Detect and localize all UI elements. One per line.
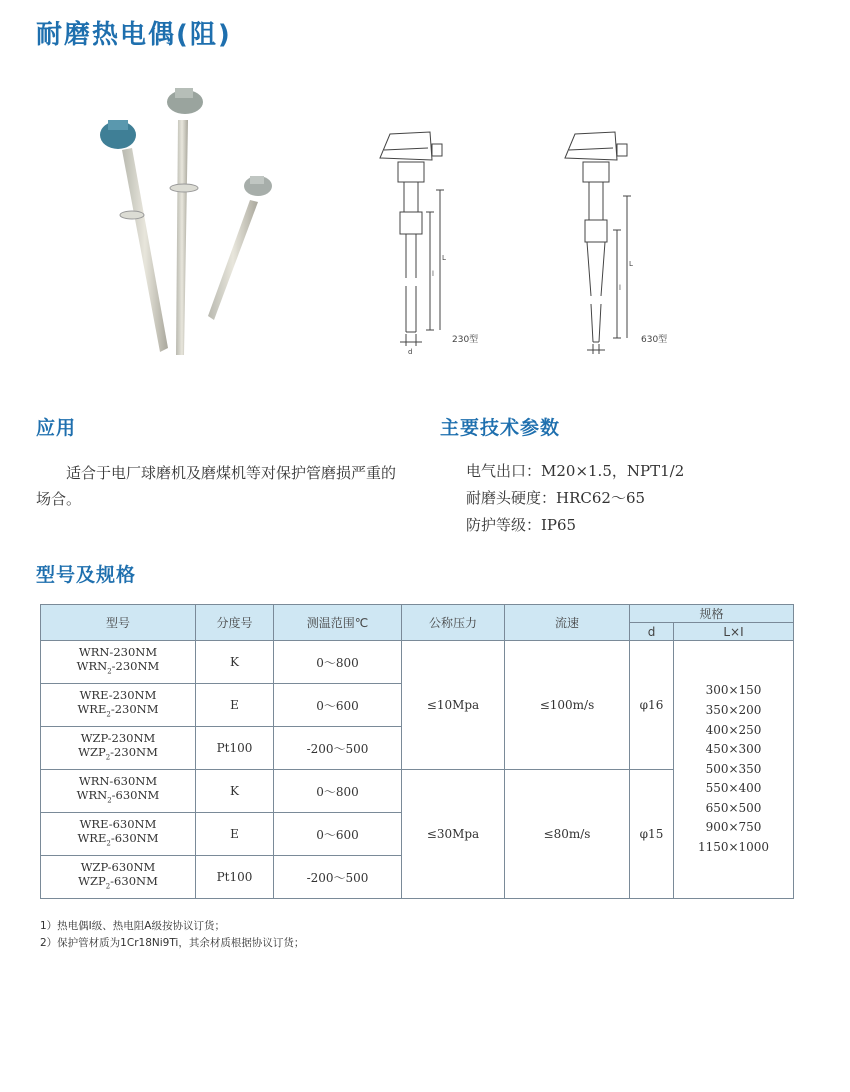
tech-params-list (466, 458, 684, 539)
col-header-d: d (630, 623, 674, 641)
drawing-630-label: 630型 (641, 335, 668, 345)
thermocouple-blue-head (100, 120, 168, 352)
range-cell: 0～600 (274, 813, 402, 856)
application-text: 适合于电厂球磨机及磨煤机等对保护管磨损严重的场合。 (36, 464, 397, 508)
drawing-630 (555, 120, 695, 360)
product-photo (90, 80, 310, 370)
dim-L-label: L (442, 254, 446, 262)
col-header-flow: 流速 (505, 605, 630, 641)
col-header-pressure: 公称压力 (402, 605, 505, 641)
dim-l-label: l (432, 270, 434, 278)
grade-cell: K (196, 770, 274, 813)
col-header-grade: 分度号 (196, 605, 274, 641)
model-cell: WRE-230NM $WRE_2-230NM$ (41, 684, 196, 727)
lxi-cell: 300×150 350×200 400×250 450×300 500×350 550×400 650×500 900×750 1150×1000 (674, 641, 794, 899)
thermocouple-small-head (208, 176, 272, 320)
col-header-range: 测温范围℃ (274, 605, 402, 641)
pressure-cell: ≤30Mpa (402, 770, 505, 899)
model-cell: WRE-630NM $WRE_2-630NM$ (41, 813, 196, 856)
dim-L-label: L (629, 260, 633, 268)
range-cell: 0～800 (274, 641, 402, 684)
application-heading: 应用 (36, 417, 77, 439)
spec-hardness: 耐磨头硬度：HRC62～65 (466, 489, 646, 507)
range-cell: -200～500 (274, 856, 402, 899)
model-cell: WZP-230NM $WZP_2-230NM$ (41, 727, 196, 770)
drawing-230-label: 230型 (452, 335, 479, 345)
flow-cell: ≤100m/s (505, 641, 630, 770)
table-row (41, 641, 794, 684)
page-title: 耐磨热电偶(阻) (36, 20, 232, 50)
range-cell: 0～800 (274, 770, 402, 813)
d-cell: φ16 (630, 641, 674, 770)
col-header-model: 型号 (41, 605, 196, 641)
range-cell: 0～600 (274, 684, 402, 727)
spec-protection: 防护等级：IP65 (466, 516, 577, 534)
model-cell: WZP-630NM $WZP_2-630NM$ (41, 856, 196, 899)
col-header-spec: 规格 (630, 605, 794, 623)
col-header-lxi: L×I (674, 623, 794, 641)
footnotes (40, 918, 304, 952)
models-heading: 型号及规格 (36, 564, 137, 586)
dim-l-label: l (619, 284, 621, 292)
d-cell: φ15 (630, 770, 674, 899)
grade-cell: E (196, 813, 274, 856)
model-cell: WRN-630NM $WRN_2-630NM$ (41, 770, 196, 813)
grade-cell: K (196, 641, 274, 684)
flow-cell: ≤80m/s (505, 770, 630, 899)
pressure-cell: ≤10Mpa (402, 641, 505, 770)
spec-table (40, 604, 794, 899)
spec-electrical-outlet: 电气出口：M20×1.5，NPT1/2 (466, 462, 685, 480)
grade-cell: Pt100 (196, 856, 274, 899)
dim-d-label: d (408, 348, 413, 356)
footnote-1: 1）热电偶I级、热电阻A级按协议订货； (40, 920, 225, 932)
thermocouple-grey-head (167, 88, 203, 355)
model-cell: WRN-230NM $WRN_2-230NM$ (41, 641, 196, 684)
grade-cell: Pt100 (196, 727, 274, 770)
tech-params-heading: 主要技术参数 (440, 417, 561, 439)
range-cell: -200～500 (274, 727, 402, 770)
footnote-2: 2）保护管材质为1Cr18Ni9Ti，其余材质根据协议订货； (40, 937, 305, 949)
drawing-230 (370, 120, 500, 360)
grade-cell: E (196, 684, 274, 727)
